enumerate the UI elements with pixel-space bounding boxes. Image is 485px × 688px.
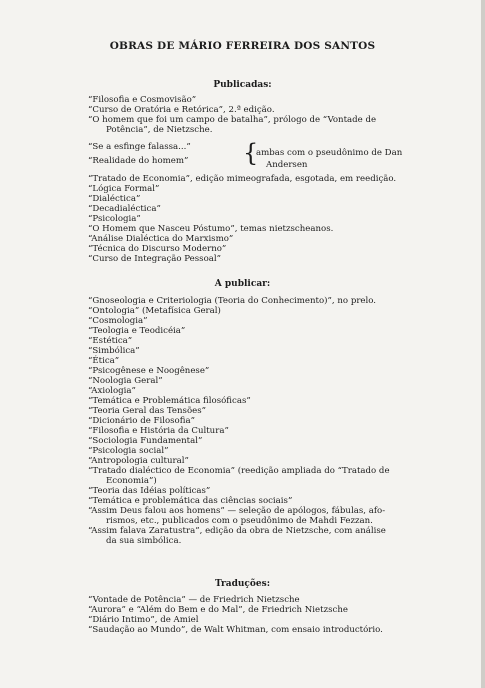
heading-to-publish: A publicar:: [214, 279, 271, 289]
published-line: “Psicologia”: [88, 214, 141, 224]
translation-line: “Diário Intimo”, de Amiel: [88, 615, 199, 625]
to-publish-line: “Noologia Geral”: [88, 376, 163, 386]
to-publish-line: da sua simbólica.: [106, 536, 182, 546]
to-publish-line: “Psicologia social”: [88, 446, 169, 456]
published-line: Potência”, de Nietzsche.: [106, 125, 213, 135]
published-line: Andersen: [266, 160, 308, 170]
to-publish-line: “Antropologia cultural”: [88, 456, 189, 466]
to-publish-line: “Estética”: [88, 336, 133, 346]
to-publish-line: Economia”): [106, 476, 157, 486]
published-line: “Análise Dialéctica do Marxismo”: [88, 234, 234, 244]
to-publish-line: “Sociologia Fundamental”: [88, 436, 203, 446]
to-publish-line: “Psicogênese e Noogênese”: [88, 366, 210, 376]
translation-line: “Aurora” e “Além do Bem e do Mal”, de Friedrich Nietzsche: [88, 605, 348, 615]
published-line: “Lógica Formal”: [88, 184, 160, 194]
published-line: “Dialéctica”: [88, 194, 141, 204]
page-title: OBRAS DE MÁRIO FERREIRA DOS SANTOS: [109, 40, 376, 52]
published-line: “Decadialéctica”: [88, 204, 161, 214]
to-publish-line: “Teoria das Idéias políticas”: [88, 486, 211, 496]
published-line: “Curso de Integração Pessoal”: [88, 254, 222, 264]
heading-translations: Traduções:: [214, 579, 271, 589]
published-line: “Curso de Oratória e Retórica”, 2.ª edição.: [88, 105, 275, 115]
to-publish-line: “Temática e problemática das ciências sociais”: [88, 496, 293, 506]
to-publish-line: “Tratado dialéctico de Economia” (reedição ampliada do “Tratado de: [88, 466, 390, 476]
to-publish-line: “Ética”: [88, 356, 120, 366]
published-line: “O homem que foi um campo de batalha”, prólogo de “Vontade de: [88, 115, 377, 125]
to-publish-line: “Dicionário de Filosofia”: [88, 416, 195, 426]
published-line: “Tratado de Economia”, edição mimeografada, esgotada, em reedição.: [88, 174, 397, 184]
brace-mark: {: [243, 139, 259, 167]
translation-line: “Saudação ao Mundo”, de Walt Whitman, com ensaio introductório.: [88, 625, 383, 635]
to-publish-line: “Simbólica”: [88, 346, 140, 356]
published-line: ambas com o pseudônimo de Dan: [256, 148, 403, 158]
heading-published: Publicadas:: [213, 80, 272, 90]
published-line: “Realidade do homem”: [88, 156, 189, 166]
to-publish-line: “Assim Deus falou aos homens” — seleção de apólogos, fábulas, afo-: [88, 506, 386, 516]
to-publish-line: “Assim falava Zaratustra”, edição da obra de Nietzsche, com análise: [88, 526, 386, 536]
to-publish-line: rismos, etc., publicados com o pseudônimo de Mahdi Fezzan.: [106, 516, 373, 526]
to-publish-line: “Axiologia”: [88, 386, 136, 396]
to-publish-line: “Ontologia” (Metafísica Geral): [88, 306, 221, 316]
published-line: “O Homem que Nasceu Póstumo”, temas nietzscheanos.: [88, 224, 334, 234]
to-publish-line: “Filosofia e História da Cultura”: [88, 426, 229, 436]
to-publish-line: “Temática e Problemática filosóficas”: [88, 396, 251, 406]
to-publish-line: “Teologia e Teodicéia”: [88, 326, 186, 336]
published-line: “Filosofia e Cosmovisão”: [88, 95, 197, 105]
published-line: “Se a esfinge falassa...”: [88, 142, 191, 152]
published-line: “Técnica do Discurso Moderno”: [88, 244, 227, 254]
to-publish-line: “Cosmologia”: [88, 316, 148, 326]
to-publish-line: “Teoria Geral das Tensões”: [88, 406, 207, 416]
to-publish-line: “Gnoseologia e Criteriologia (Teoria do Conhecimento)”, no prelo.: [88, 296, 377, 306]
translation-line: “Vontade de Potência” — de Friedrich Nietzsche: [88, 595, 300, 605]
